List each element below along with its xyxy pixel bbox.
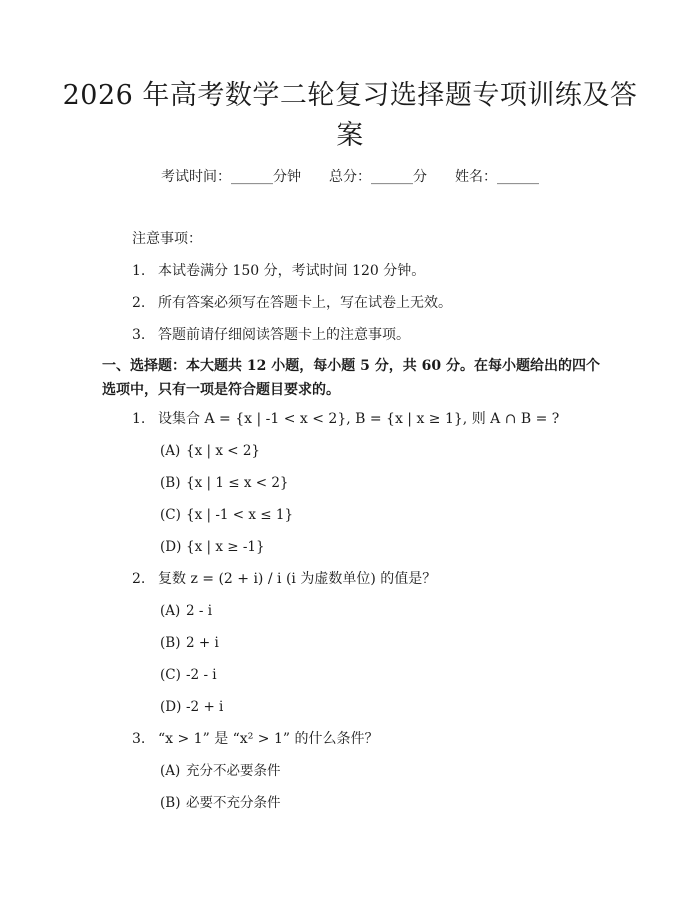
option-label: (D) [160,539,182,555]
note-text: 本试卷满分 150 分，考试时间 120 分钟。 [158,263,426,279]
note-number: 2. [132,295,146,311]
note-text: 所有答案必须写在答题卡上，写在试卷上无效。 [158,295,452,311]
question-number: 2. [132,571,146,587]
question-2-option-a [160,600,212,622]
option-text: -2 - i [186,667,217,683]
note-item [132,324,410,346]
option-text: 2 + i [186,635,219,651]
total-score-field: 总分：______分 [329,169,427,185]
exam-time-field: 考试时间：______分钟 [161,169,301,185]
option-label: (C) [160,507,181,523]
option-text: {x | -1 < x ≤ 1} [186,507,294,523]
option-text: {x | x ≥ -1} [186,539,265,555]
question-number: 3. [132,731,146,747]
option-text: {x | x < 2} [186,443,261,459]
question-1-option-b [160,472,289,494]
question-text: “x > 1” 是 “x² > 1” 的什么条件？ [158,731,379,747]
option-text: 充分不必要条件 [186,763,281,779]
option-label: (D) [160,699,182,715]
question-text: 设集合 A = {x | -1 < x < 2}, B = {x | x ≥ 1}, 则 A ∩ B = ? [158,411,560,427]
question-2-option-c [160,664,217,686]
exam-meta-line [0,166,700,188]
option-label: (C) [160,667,181,683]
document-title: 2026 年高考数学二轮复习选择题专项训练及答案 [62,80,638,151]
question-2-option-d [160,696,223,718]
question-1 [132,408,559,430]
note-text: 答题前请仔细阅读答题卡上的注意事项。 [158,327,410,343]
option-label: (A) [160,763,181,779]
note-number: 1. [132,263,146,279]
section-heading-choice: 一、选择题：本大题共 12 小题，每小题 5 分，共 60 分。在每小题给出的四个选项中，只有一项是符合题目要求的。 [102,358,600,398]
question-3-option-a [160,760,281,782]
question-number: 1. [132,411,146,427]
option-text: -2 + i [186,699,224,715]
option-label: (B) [160,475,181,491]
question-text: 复数 z = (2 + i) / i (i 为虚数单位) 的值是？ [158,571,437,587]
question-3-option-b [160,792,281,814]
question-3 [132,728,378,750]
option-text: 必要不充分条件 [186,795,281,811]
option-label: (A) [160,443,181,459]
note-item [132,292,452,314]
option-label: (B) [160,795,181,811]
question-2 [132,568,436,590]
question-1-option-d [160,536,265,558]
question-2-option-b [160,632,219,654]
notes-heading: 注意事项： [132,231,202,247]
student-name-field: 姓名：______ [455,169,539,185]
question-1-option-c [160,504,293,526]
note-number: 3. [132,327,146,343]
option-text: {x | 1 ≤ x < 2} [186,475,289,491]
question-1-option-a [160,440,260,462]
option-label: (B) [160,635,181,651]
option-text: 2 - i [186,603,213,619]
note-item [132,260,425,282]
option-label: (A) [160,603,181,619]
